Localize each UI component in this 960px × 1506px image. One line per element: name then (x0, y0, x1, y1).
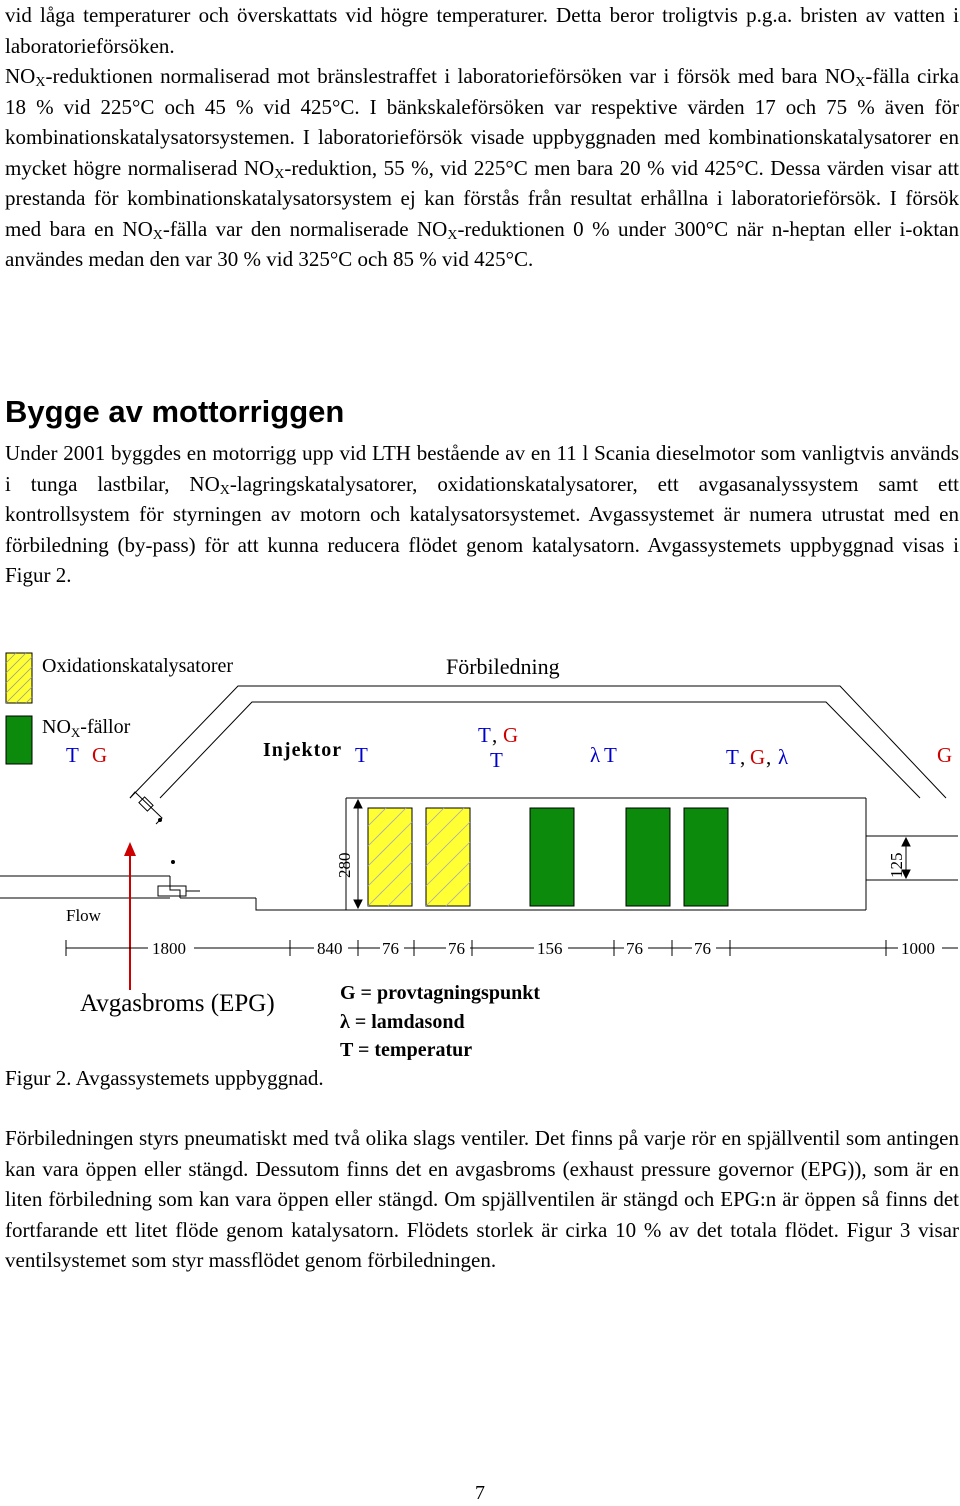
page-number: 7 (475, 1482, 485, 1504)
subscript: X (855, 75, 866, 90)
subscript: X (274, 166, 285, 182)
sensor-G-label: G (750, 745, 766, 769)
subscript: X (219, 482, 230, 498)
nox-trap (684, 808, 728, 906)
sensor-lambda-label: λ (778, 745, 789, 769)
paragraph-text: Under 2001 byggdes en motorrigg upp vid LTH bestående av en 11 l Scania dieselmotor som vanligtvis används i tunga lastbilar, NO (5, 441, 959, 496)
dim-label: 76 (448, 939, 465, 958)
nox-trap (530, 808, 574, 906)
legend-nox-swatch (6, 716, 32, 764)
dim-label: 76 (626, 939, 643, 958)
comma: , (766, 745, 772, 769)
section-heading: Bygge av mottorriggen (5, 394, 345, 429)
dim-label: 156 (537, 939, 563, 958)
paragraph-text: -fälla var den normaliserade NO (162, 216, 448, 241)
paragraph-text: -lagringskatalysatorer, oxidationskatalysatorer, ett avgasanalyssystem samt ett kontrollsystem för styrningen av motorn och katalysatorsystemet. Avgassystemet är numera utrustat med en förbiledning (by-pass) för att kunna reducera flödet genom katalysatorn. Avgassystemets uppbyggnad visas i Figur 2. (5, 471, 959, 587)
paragraph-text: -reduktionen 0 % under 300°C när n-heptan eller i-oktan användes medan den var 30 % vid 325°C och 85 % vid 425°C. (5, 216, 959, 271)
dim-label: 76 (382, 939, 399, 958)
height-dimension-280 (354, 800, 362, 908)
dim-label: 76 (694, 939, 711, 958)
sensor-lambda-label: λ (590, 743, 601, 767)
flow-label: Flow (66, 906, 101, 925)
oxidation-catalyst (368, 808, 412, 906)
bypass-label: Förbiledning (446, 654, 560, 679)
paragraph-text: vid låga temperaturer och överskattats vid högre temperaturer. Detta beror troligtvis p.g.a. bristen av vatten i laboratorieförsöken. (5, 3, 959, 58)
legend-oxidation-label: Oxidationskatalysatorer (42, 655, 234, 677)
sensor-T-label: T (490, 748, 503, 772)
catalysts (368, 808, 728, 906)
dim-280-label: 280 (335, 852, 354, 878)
subscript: X (447, 227, 458, 243)
epg-label: Avgasbroms (EPG) (80, 990, 275, 1017)
nox-trap (626, 808, 670, 906)
paragraph-text: -fälla cirka 18 % vid 225°C och 45 % vid 425°C. I bänkskaleförsöken var respektive värden 17 och 75 % även för kombinationskatalysatorsystemen. I laboratorieförsök visade uppbyggnaden med kombinationskatalysatorer en mycket högre normaliserad NO (5, 64, 959, 180)
subscript: X (152, 227, 163, 243)
bypass-pipe (130, 686, 946, 798)
key-T: T = temperatur (340, 1039, 473, 1060)
oxidation-catalyst (426, 808, 470, 906)
sensor-G-label: G (92, 743, 108, 767)
legend-nox-label: $NO_X$-fällor (42, 716, 131, 740)
sensor-T-label: T (726, 745, 739, 769)
body-paragraph-2 (5, 438, 959, 591)
paragraph-text: NO (5, 64, 36, 88)
sensor-T-label: T (355, 743, 368, 767)
dim-label: 1000 (901, 939, 935, 958)
sensor-T-label: T (604, 743, 617, 767)
body-paragraph-3: Förbiledningen styrs pneumatiskt med två olika slags ventiler. Det finns på varje rör en spjällventil som antingen kan vara öppen eller stängd. Dessutom finns det en avgasbroms (exhaust pressure governor (EPG)), som är en liten förbiledning som kan vara öppen eller stängd. Om spjällventilen är stängd och EPG:n är öppen så finns det fortfarande ett litet flöde genom katalysatorn. Flödets storlek är cirka 10 % av det totala flödet. Figur 3 visar ventilsystemet som styr massflödet genom förbiledningen. (5, 1126, 959, 1272)
epg-valve (130, 792, 200, 896)
dim-label: 1800 (152, 939, 186, 958)
main-pipe (0, 798, 958, 910)
dim-label: 840 (317, 939, 343, 958)
key-lambda: λ = lamdasond (340, 1011, 465, 1033)
paragraph-text: -reduktionen normaliserad mot bränslestraffet i laboratorieförsöken var i försök med bara NO (45, 64, 856, 88)
key-G: G = provtagningspunkt (340, 982, 540, 1004)
comma: , (492, 723, 498, 747)
sensor-T-label: T (66, 743, 79, 767)
exhaust-system-diagram (0, 640, 960, 1060)
paragraph-text: -reduktion, 55 %, vid 225°C men bara 20 % vid 425°C. Dessa värden visar att prestanda för kombinationskatalysatorsystem ej kan förstås från resultat erhållna i laboratorieförsök. I försök med bara en NO (5, 155, 960, 241)
length-dimension-line (66, 940, 958, 956)
sensor-G-label: G (937, 743, 953, 767)
sensor-T-label: T (478, 723, 491, 747)
sensor-G-label: G (503, 723, 519, 747)
dim-125-label: 125 (887, 852, 906, 878)
injector-label: Injektor (263, 739, 343, 761)
body-paragraph-1 (5, 0, 959, 275)
comma: , (740, 745, 746, 769)
figure-caption: Figur 2. Avgassystemets uppbyggnad. (5, 1066, 324, 1090)
epg-arrowhead (124, 842, 136, 856)
subscript: X (35, 75, 46, 90)
